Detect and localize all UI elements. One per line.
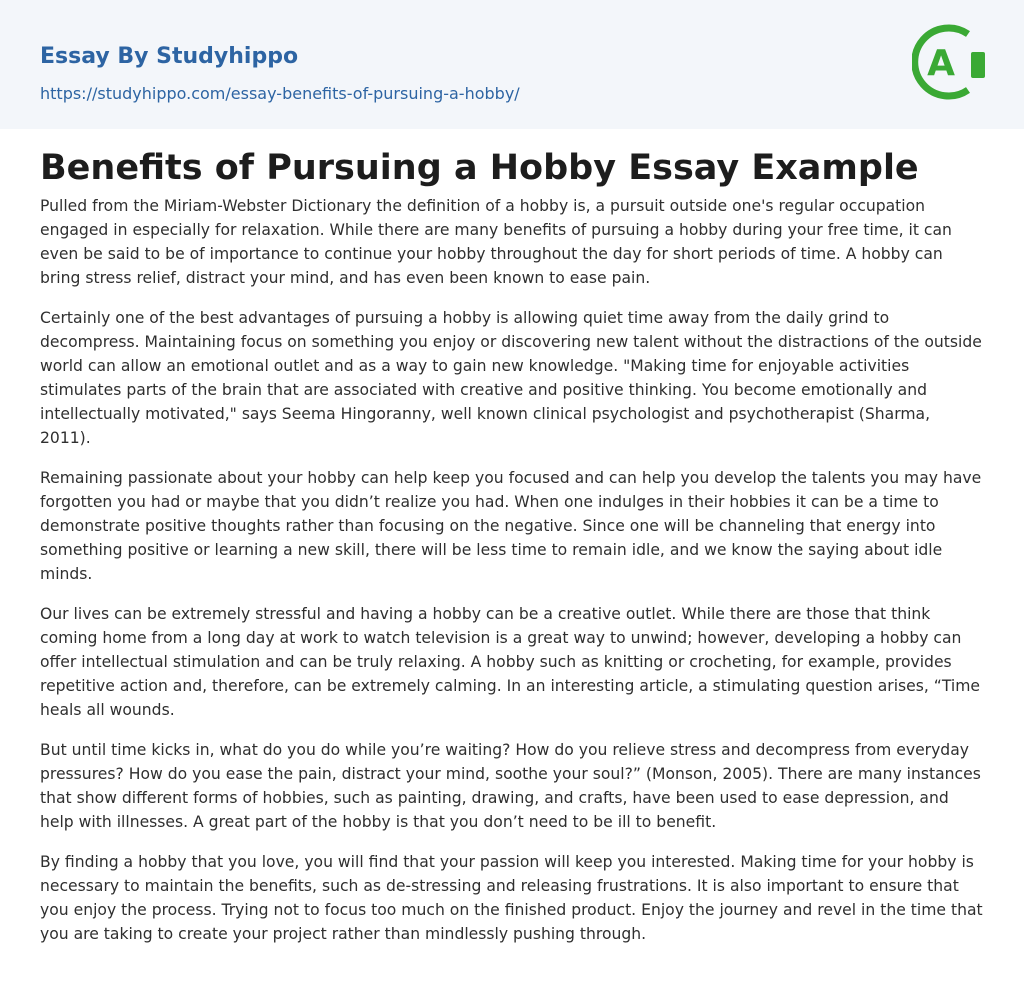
essay-paragraph: Our lives can be extremely stressful and having a hobby can be a creative outlet. While there are those that think coming home from a long day at work to watch television is a great way to unwind; however, developing a hobby can offer intellectual stimulation and can be truly relaxing. A hobby such as knitting or crocheting, for example, provides repetitive action and, therefore, can be extremely calming. In an interesting article, a stimulating question arises, “Time heals all wounds. [40, 605, 981, 719]
essay-paragraph: By finding a hobby that you love, you will find that your passion will keep you interested. Making time for your hobby is necessary to maintain the benefits, such as de-stressing and releasing frustrations. It is also important to ensure that you enjoy the process. Trying not to focus too much on the finished product. Enjoy the journey and revel in the time that you are taking to create your project rather than mindlessly pushing through. [40, 853, 983, 943]
source-url-link[interactable]: https://studyhippo.com/essay-benefits-of-pursuing-a-hobby/ [40, 84, 520, 103]
essay-paragraph: Remaining passionate about your hobby can help keep you focused and can help you develop the talents you may have forgotten you had or maybe that you didn’t realize you had. When one indulges in their hobbies it can be a time to demonstrate positive thoughts rather than focusing on the negative. Since one will be channeling that energy into something positive or learning a new skill, there will be less time to remain idle, and we know the saying about idle minds. [40, 469, 982, 583]
site-header [0, 0, 1024, 129]
essay-body [40, 194, 984, 962]
essay-paragraph: Pulled from the Miriam-Webster Dictionary the definition of a hobby is, a pursuit outside one's regular occupation engaged in especially for relaxation. While there are many benefits of pursuing a hobby during your free time, it can even be said to be of importance to continue your hobby throughout the day for short periods of time. A hobby can bring stress relief, distract your mind, and has even been known to ease pain. [40, 197, 952, 287]
page-title: Benefits of Pursuing a Hobby Essay Example [40, 148, 919, 188]
logo-letter: A [927, 43, 955, 84]
studyhippo-logo-icon[interactable] [912, 20, 986, 104]
essay-paragraph: Certainly one of the best advantages of pursuing a hobby is allowing quiet time away from the daily grind to decompress. Maintaining focus on something you enjoy or discovering new talent without the distractions of the outside world can allow an emotional outlet and as a way to gain new knowledge. "Making time for enjoyable activities stimulates parts of the brain that are associated with creative and positive thinking. You become emotionally and intellectually motivated," says Seema Hingoranny, well known clinical psychologist and psychotherapist (Sharma, 2011). [40, 309, 982, 447]
brand-name[interactable]: Essay By Studyhippo [40, 44, 299, 69]
essay-paragraph: But until time kicks in, what do you do while you’re waiting? How do you relieve stress and decompress from everyday pressures? How do you ease the pain, distract your mind, soothe your soul?” (Monson, 2005). There are many instances that show different forms of hobbies, such as painting, drawing, and crafts, have been used to ease depression, and help with illnesses. A great part of the hobby is that you don’t need to be ill to benefit. [40, 741, 981, 831]
